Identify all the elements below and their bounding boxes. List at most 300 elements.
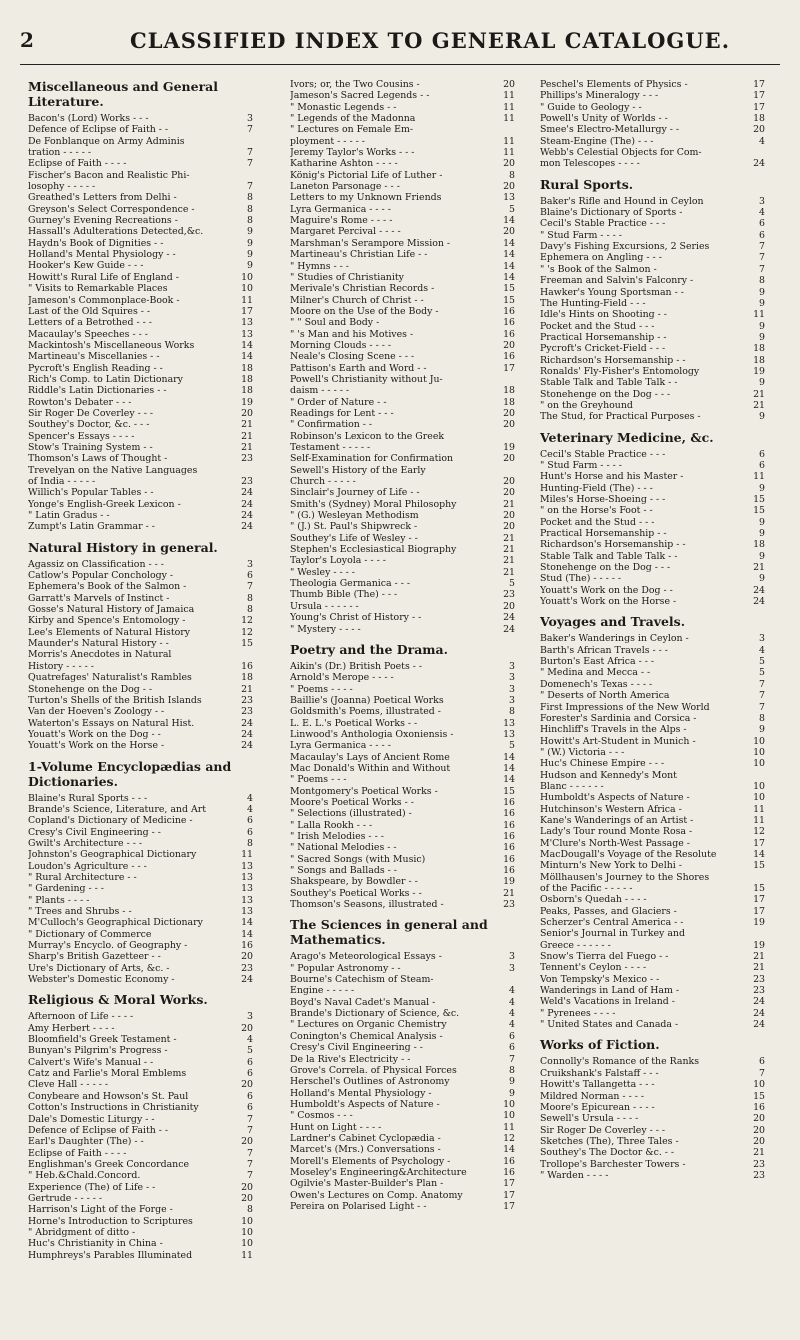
entry-page-number: 8 — [247, 837, 253, 849]
entry-title: " Visits to Remarkable Places — [28, 283, 168, 295]
index-entry — [28, 340, 253, 351]
entry-title: Southey's The Doctor &c. - - — [540, 1147, 675, 1159]
index-entry — [290, 79, 515, 90]
entry-page-number: 21 — [241, 430, 253, 442]
entry-title: Webb's Celestial Objects for Com- — [540, 147, 702, 159]
entry-title: First Impressions of the New World — [540, 701, 710, 713]
entry-title: Blaine's Rural Sports - - - — [28, 792, 148, 804]
entry-title: " Lectures on Female Em- — [290, 124, 414, 136]
index-entry — [290, 192, 515, 203]
entry-page-number: 18 — [241, 362, 253, 374]
entry-title: Gertrude - - - - - — [28, 1192, 103, 1204]
index-entry — [540, 400, 765, 411]
index-entry — [28, 1250, 253, 1261]
entry-title: of the Pacific - - - - - — [540, 883, 633, 894]
entry-page-number: 18 — [503, 385, 515, 397]
entry-title: " Poems - - - — [290, 774, 347, 786]
entry-title: Humboldt's Aspects of Nature - — [540, 792, 690, 804]
entry-page-number: 11 — [503, 90, 515, 102]
index-entry — [540, 1159, 765, 1170]
entry-page-number: 19 — [503, 442, 515, 453]
entry-page-number: 16 — [503, 808, 515, 820]
index-entry — [290, 974, 515, 985]
index-entry — [28, 1091, 253, 1102]
index-entry — [540, 702, 765, 713]
index-entry — [540, 667, 765, 678]
entry-title: Herschel's Outlines of Astronomy — [290, 1076, 450, 1088]
entry-title: Jameson's Commonplace-Book - — [28, 294, 180, 306]
entry-page-number: 16 — [241, 660, 253, 672]
index-entry — [28, 615, 253, 626]
index-entry — [290, 283, 515, 294]
entry-title: Freeman and Salvin's Falconry - — [540, 275, 694, 287]
index-entry — [28, 1182, 253, 1193]
entry-page-number: 6 — [759, 1056, 765, 1068]
index-entry — [290, 1008, 515, 1019]
index-entry — [290, 1178, 515, 1189]
entry-title: Cresy's Civil Engineering - - — [290, 1042, 423, 1054]
index-entry — [290, 951, 515, 962]
entry-title: Hutchinson's Western Africa - — [540, 803, 682, 815]
entry-page-number: 16 — [503, 853, 515, 865]
entry-title: De la Rive's Electricity - - — [290, 1053, 411, 1065]
entry-title: Sewell's Ursula - - - - — [540, 1113, 639, 1125]
section-heading: Natural History in general. — [28, 539, 218, 555]
entry-title: Marshman's Serampore Mission - — [290, 237, 451, 249]
entry-page-number: 15 — [503, 785, 515, 797]
entry-title: Shakspeare, by Bowdler - - — [290, 876, 418, 888]
entry-title: Thumb Bible (The) - - - — [290, 589, 398, 601]
index-entry — [540, 1113, 765, 1124]
entry-title: " Cosmos - - - — [290, 1110, 353, 1122]
index-entry — [540, 951, 765, 962]
index-entry — [540, 1079, 765, 1090]
entry-page-number: 24 — [753, 158, 765, 170]
index-entry — [290, 102, 515, 113]
entry-title: Humboldt's Aspects of Nature - — [290, 1098, 440, 1110]
index-entry — [290, 1088, 515, 1099]
index-entry — [290, 1042, 515, 1053]
index-entry — [290, 419, 515, 430]
index-entry — [28, 521, 253, 532]
entry-title: Miles's Horse-Shoeing - - - — [540, 494, 666, 505]
entry-title: Willich's Popular Tables - - — [28, 487, 154, 499]
index-entry — [28, 385, 253, 396]
entry-page-number: 21 — [503, 498, 515, 510]
index-entry — [28, 883, 253, 894]
entry-title: Phillips's Mineralogy - - - — [540, 90, 659, 102]
entry-title: Gosse's Natural History of Jamaica — [28, 604, 195, 616]
entry-page-number: 24 — [241, 717, 253, 729]
index-entry — [290, 718, 515, 729]
entry-page-number: 10 — [753, 735, 765, 747]
entry-title: Peschel's Elements of Physics - — [540, 79, 688, 90]
entry-title: Hudson and Kennedy's Mont — [540, 769, 677, 781]
entry-title: " Gardening - - - — [28, 883, 104, 895]
entry-title: Marcet's (Mrs.) Conversations - — [290, 1144, 441, 1156]
entry-page-number: 4 — [247, 792, 253, 804]
entry-page-number: 11 — [503, 135, 515, 147]
entry-page-number: 24 — [241, 521, 253, 533]
entry-page-number: 7 — [759, 263, 765, 275]
entry-page-number: 24 — [503, 623, 515, 635]
entry-page-number: 10 — [753, 792, 765, 804]
index-entry — [540, 1019, 765, 1030]
index-entry — [290, 510, 515, 521]
index-entry — [290, 1167, 515, 1178]
entry-page-number: 9 — [247, 226, 253, 238]
entry-page-number: 16 — [503, 796, 515, 808]
index-entry — [540, 102, 765, 113]
entry-title: M'Clure's North-West Passage - — [540, 837, 690, 849]
index-entry — [28, 1079, 253, 1090]
entry-title: Loudon's Agriculture - - - — [28, 860, 147, 872]
entry-page-number: 3 — [247, 1011, 253, 1023]
entry-page-number: 21 — [241, 419, 253, 431]
entry-page-number: 21 — [503, 555, 515, 567]
entry-page-number: 9 — [509, 1087, 515, 1099]
entry-page-number: 8 — [759, 712, 765, 724]
entry-page-number: 14 — [503, 271, 515, 283]
index-section — [540, 79, 765, 170]
index-entry — [28, 306, 253, 317]
entry-page-number: 18 — [241, 672, 253, 684]
entry-title: Copland's Dictionary of Medicine - — [28, 815, 193, 827]
index-entry — [290, 763, 515, 774]
entry-page-number: 6 — [759, 448, 765, 460]
entry-title: Agassiz on Classification - - - — [28, 558, 164, 570]
entry-page-number: 24 — [753, 584, 765, 596]
entry-title: Macaulay's Lays of Ancient Rome — [290, 751, 450, 763]
entry-page-number: 13 — [241, 860, 253, 872]
entry-page-number: 13 — [241, 328, 253, 340]
entry-page-number: 14 — [503, 1144, 515, 1156]
index-entry — [540, 758, 765, 769]
index-section — [290, 79, 515, 635]
entry-list — [290, 79, 515, 635]
index-entry — [290, 695, 515, 706]
entry-page-number: 9 — [759, 286, 765, 298]
index-entry — [28, 906, 253, 917]
entry-title: M'Culloch's Geographical Dictionary — [28, 917, 203, 929]
index-entry — [540, 113, 765, 124]
entry-title: Youatt's Work on the Horse - — [28, 740, 165, 752]
index-entry — [540, 928, 765, 939]
entry-title: Jeremy Taylor's Works - - - — [290, 147, 415, 159]
entry-title: Linwood's Anthologia Oxoniensis - — [290, 728, 454, 740]
index-entry — [28, 895, 253, 906]
index-entry — [540, 471, 765, 482]
entry-page-number: 7 — [247, 1147, 253, 1159]
entry-page-number: 6 — [247, 1090, 253, 1102]
entry-title: Church - - - - - — [290, 476, 356, 488]
index-entry — [540, 974, 765, 985]
entry-page-number: 3 — [509, 660, 515, 672]
entry-title: Aikin's (Dr.) British Poets - - — [290, 660, 423, 672]
entry-page-number: 10 — [241, 1215, 253, 1227]
index-entry — [28, 158, 253, 169]
entry-title: " Wesley - - - - — [290, 566, 355, 578]
index-entry — [290, 351, 515, 362]
index-entry — [28, 649, 253, 660]
index-entry — [540, 713, 765, 724]
entry-title: Osborn's Quedah - - - - — [540, 894, 647, 906]
entry-page-number: 23 — [753, 985, 765, 997]
index-entry — [290, 865, 515, 876]
index-entry — [28, 215, 253, 226]
section-heading: Veterinary Medicine, &c. — [540, 429, 714, 445]
index-entry — [290, 578, 515, 589]
entry-page-number: 20 — [753, 124, 765, 136]
index-entry — [290, 90, 515, 101]
entry-title: MacDougall's Voyage of the Resolute — [540, 848, 717, 860]
entry-title: Howitt's Rural Life of England - — [28, 271, 179, 283]
index-entry — [540, 906, 765, 917]
index-entry — [28, 1102, 253, 1113]
entry-page-number: 5 — [509, 740, 515, 752]
index-entry — [540, 781, 765, 792]
entry-page-number: 17 — [753, 894, 765, 906]
index-entry — [540, 505, 765, 516]
entry-title: Smee's Electro-Metallurgy - - — [540, 124, 680, 136]
index-entry — [540, 124, 765, 135]
entry-page-number: 24 — [753, 996, 765, 1008]
entry-title: Conington's Chemical Analysis - — [290, 1030, 443, 1042]
entry-title: Defence of Eclipse of Faith - - — [28, 1124, 169, 1136]
entry-title: " (G.) Wesleyan Methodism — [290, 510, 419, 522]
entry-page-number: 6 — [509, 1030, 515, 1042]
index-entry — [290, 1133, 515, 1144]
entry-title: " Abridgment of ditto - — [28, 1226, 136, 1238]
entry-title: Barth's African Travels - - - — [540, 644, 668, 656]
entry-page-number: 17 — [503, 362, 515, 374]
entry-page-number: 4 — [509, 985, 515, 997]
index-entry — [540, 1008, 765, 1019]
index-section — [540, 430, 765, 608]
entry-page-number: 7 — [759, 678, 765, 690]
entry-page-number: 24 — [753, 1019, 765, 1031]
entry-title: Moore's Epicurean - - - - — [540, 1101, 655, 1113]
index-entry — [28, 804, 253, 815]
index-section — [540, 614, 765, 1030]
index-entry — [28, 147, 253, 158]
entry-title: Stud (The) - - - - - — [540, 573, 622, 585]
entry-title: Greathed's Letters from Delhi - — [28, 192, 177, 204]
index-entry — [28, 604, 253, 615]
index-entry — [290, 752, 515, 763]
entry-page-number: 17 — [503, 1178, 515, 1190]
index-entry — [290, 1031, 515, 1042]
entry-title: Youatt's Work on the Dog - - — [540, 584, 673, 596]
index-entry — [28, 113, 253, 124]
index-entry — [290, 261, 515, 272]
index-entry — [28, 1011, 253, 1022]
entry-title: Cleve Hall - - - - - — [28, 1079, 109, 1091]
index-entry — [540, 355, 765, 366]
entry-page-number: 5 — [247, 1045, 253, 1057]
entry-title: " Plants - - - - — [28, 894, 90, 906]
entry-page-number: 14 — [241, 917, 253, 929]
entry-title: " Deserts of North America — [540, 690, 670, 702]
entry-title: Forester's Sardinia and Corsica - — [540, 712, 697, 724]
index-entry — [28, 419, 253, 430]
entry-page-number: 13 — [241, 317, 253, 329]
entry-page-number: 21 — [753, 388, 765, 400]
entry-title: Ronalds' Fly-Fisher's Entomology — [540, 365, 700, 377]
entry-page-number: 16 — [503, 351, 515, 363]
entry-page-number: 4 — [247, 803, 253, 815]
index-entry — [28, 740, 253, 751]
entry-title: Weld's Vacations in Ireland - — [540, 996, 675, 1008]
entry-title: Quatrefages' Naturalist's Rambles — [28, 672, 192, 684]
index-entry — [540, 252, 765, 263]
entry-page-number: 21 — [241, 441, 253, 453]
entry-page-number: 4 — [759, 644, 765, 656]
entry-page-number: 9 — [759, 297, 765, 309]
index-entry — [28, 1125, 253, 1136]
index-entry — [540, 815, 765, 826]
index-entry — [28, 1023, 253, 1034]
entry-list — [290, 661, 515, 911]
entry-title: Lee's Elements of Natural History — [28, 626, 191, 638]
index-section — [290, 642, 515, 911]
entry-title: Eclipse of Faith - - - - — [28, 1147, 127, 1159]
entry-title: Young's Christ of History - - — [290, 612, 422, 624]
entry-page-number: 4 — [509, 1008, 515, 1020]
index-section — [290, 917, 515, 1212]
entry-title: Trevelyan on the Native Languages — [28, 464, 198, 476]
entry-title: Letters of a Betrothed - - - — [28, 317, 152, 329]
entry-page-number: 7 — [247, 158, 253, 170]
entry-title: König's Pictorial Life of Luther - — [290, 169, 443, 181]
entry-page-number: 10 — [753, 758, 765, 770]
entry-page-number: 17 — [503, 1200, 515, 1212]
index-entry — [28, 238, 253, 249]
entry-title: Baker's Wanderings in Ceylon - — [540, 633, 689, 645]
index-entry — [290, 831, 515, 842]
index-entry — [290, 997, 515, 1008]
section-heading: Rural Sports. — [540, 176, 634, 192]
entry-page-number: 8 — [509, 169, 515, 181]
entry-page-number: 13 — [241, 906, 253, 917]
entry-title: Steam-Engine (The) - - - — [540, 135, 654, 147]
index-entry — [28, 1170, 253, 1181]
index-entry — [290, 601, 515, 612]
index-entry — [290, 899, 515, 910]
entry-page-number: 7 — [759, 701, 765, 713]
entry-page-number: 11 — [753, 471, 765, 483]
index-entry — [28, 827, 253, 838]
entry-title: " Legends of the Madonna — [290, 113, 416, 125]
index-entry — [28, 510, 253, 521]
entry-title: Hunt on Light - - - - — [290, 1121, 382, 1133]
entry-page-number: 8 — [247, 215, 253, 227]
entry-page-number: 13 — [241, 871, 253, 883]
entry-title: Merivale's Christian Records - — [290, 283, 435, 295]
entry-page-number: 11 — [753, 803, 765, 815]
index-entry — [28, 917, 253, 928]
entry-title: " Latin Gradus - - — [28, 510, 110, 522]
entry-page-number: 18 — [241, 373, 253, 385]
entry-page-number: 4 — [759, 135, 765, 147]
entry-page-number: 7 — [247, 1170, 253, 1182]
entry-title: Lady's Tour round Monte Rosa - — [540, 826, 693, 838]
entry-page-number: 5 — [509, 203, 515, 215]
index-entry — [540, 275, 765, 286]
entry-page-number: 11 — [241, 1249, 253, 1261]
entry-title: Kane's Wanderings of an Artist - — [540, 814, 694, 826]
entry-title: Afternoon of Life - - - - — [28, 1011, 134, 1023]
entry-title: Stonehenge on the Dog - - — [28, 683, 153, 695]
index-entry — [290, 170, 515, 181]
index-entry — [28, 329, 253, 340]
entry-page-number: 12 — [241, 626, 253, 638]
index-entry — [28, 1045, 253, 1056]
entry-page-number: 16 — [503, 305, 515, 317]
index-entry — [290, 453, 515, 464]
index-entry — [28, 487, 253, 498]
index-entry — [540, 747, 765, 758]
entry-title: The Hunting-Field - - - — [540, 297, 646, 309]
entry-page-number: 9 — [247, 237, 253, 249]
index-entry — [540, 1056, 765, 1067]
entry-title: Rich's Comp. to Latin Dictionary — [28, 373, 183, 385]
index-entry — [540, 483, 765, 494]
index-entry — [290, 124, 515, 135]
entry-title: Sir Roger De Coverley - - - — [28, 407, 154, 419]
index-section — [28, 540, 253, 752]
page-header — [0, 28, 800, 60]
entry-page-number: 20 — [503, 226, 515, 238]
entry-title: Arnold's Merope - - - - — [290, 672, 394, 684]
index-entry — [28, 695, 253, 706]
index-entry — [290, 272, 515, 283]
section-heading: Voyages and Travels. — [540, 614, 686, 630]
entry-page-number: 8 — [247, 1204, 253, 1216]
entry-page-number: 24 — [753, 596, 765, 608]
entry-page-number: 9 — [759, 550, 765, 562]
index-entry — [540, 264, 765, 275]
entry-page-number: 20 — [503, 339, 515, 351]
entry-title: Morning Clouds - - - - — [290, 339, 392, 351]
index-entry — [290, 215, 515, 226]
index-entry — [540, 321, 765, 332]
entry-page-number: 24 — [753, 1007, 765, 1019]
entry-page-number: 6 — [247, 815, 253, 827]
entry-page-number: 20 — [241, 1136, 253, 1148]
entry-title: Youatt's Work on the Dog - - — [28, 728, 161, 740]
entry-page-number: 23 — [241, 453, 253, 465]
index-entry — [540, 1068, 765, 1079]
index-entry — [290, 329, 515, 340]
entry-page-number: 20 — [241, 1192, 253, 1204]
entry-page-number: 6 — [247, 1056, 253, 1068]
entry-title: " National Melodies - - — [290, 842, 397, 854]
entry-title: Pocket and the Stud - - - — [540, 320, 655, 332]
entry-title: Idle's Hints on Shooting - - — [540, 309, 667, 321]
entry-page-number: 8 — [759, 275, 765, 287]
entry-page-number: 3 — [509, 672, 515, 684]
entry-title: Smith's (Sydney) Moral Philosophy — [290, 498, 457, 510]
entry-title: " Songs and Ballads - - — [290, 865, 397, 877]
index-entry — [290, 521, 515, 532]
entry-page-number: 13 — [241, 883, 253, 895]
index-entry — [28, 706, 253, 717]
entry-page-number: 20 — [753, 1135, 765, 1147]
entry-page-number: 10 — [503, 1110, 515, 1122]
index-entry — [28, 374, 253, 385]
entry-title: Conybeare and Howson's St. Paul — [28, 1090, 189, 1102]
